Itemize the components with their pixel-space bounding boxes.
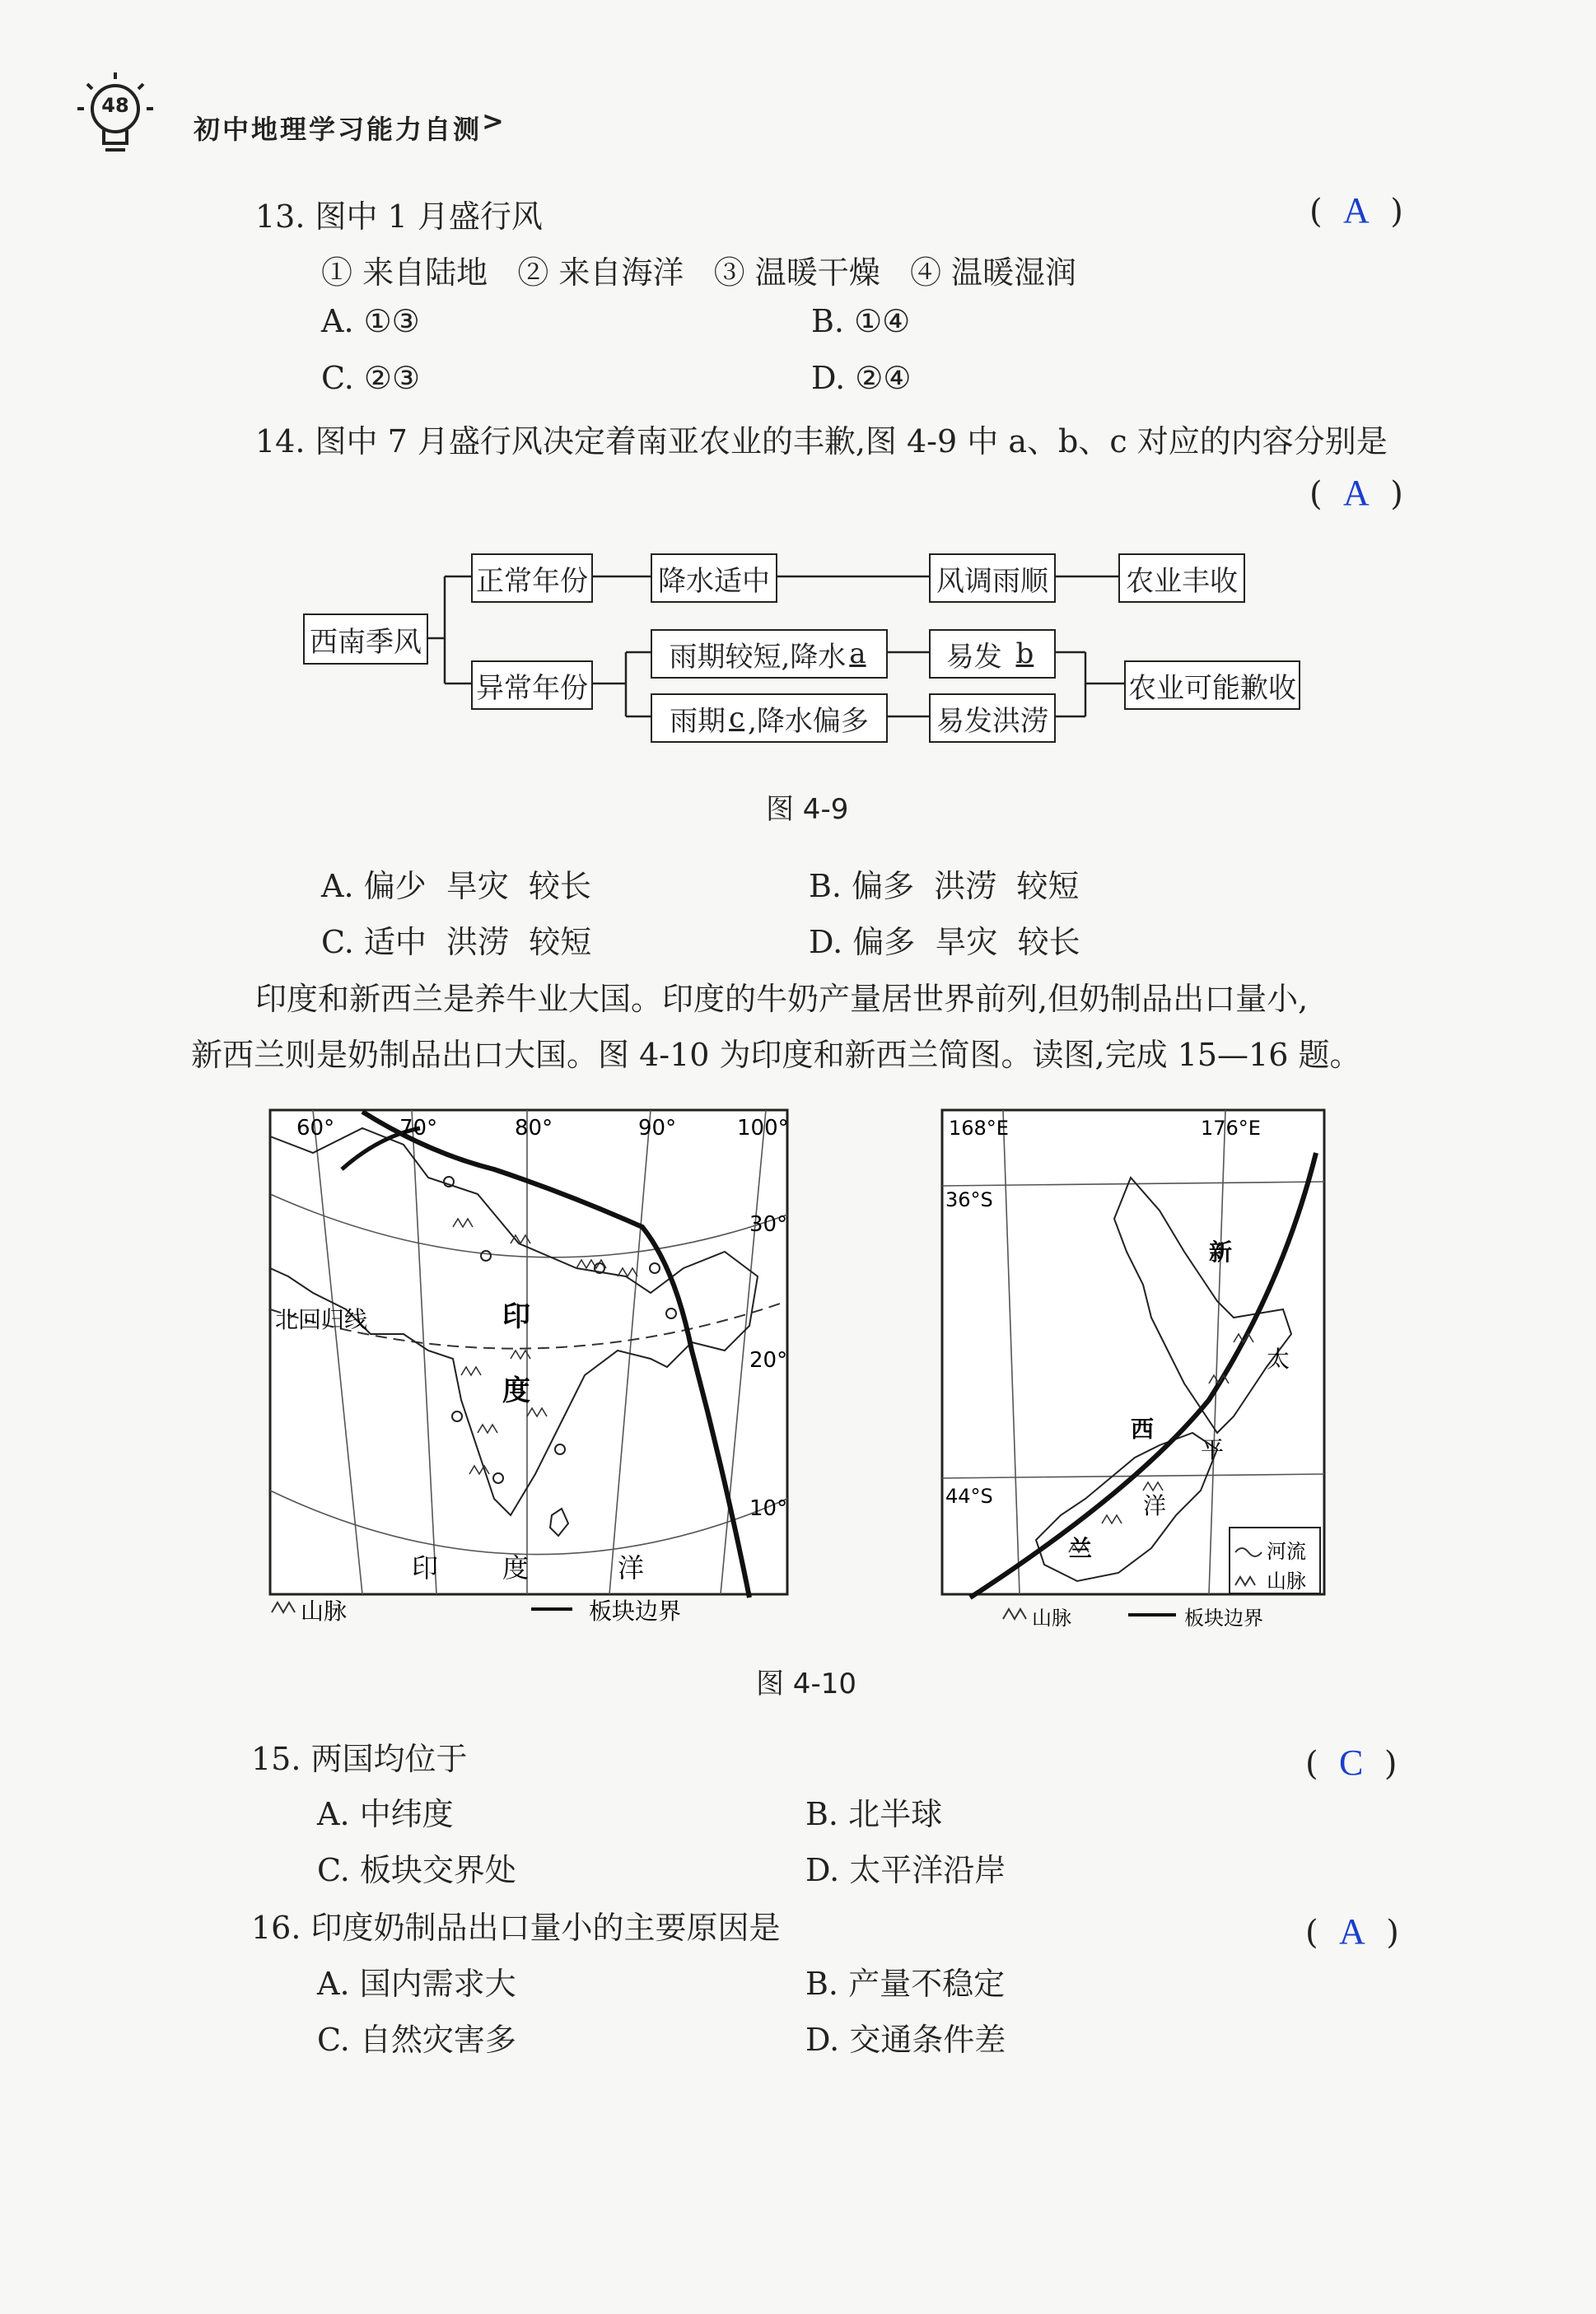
q13-items: ① 来自陆地 ② 来自海洋 ③ 温暖干燥 ④ 温暖湿润	[321, 254, 1077, 291]
q13-option-b: B. ①④	[811, 303, 911, 339]
pacific-ocean-char-3: 洋	[1143, 1492, 1167, 1519]
q16-option-b: B. 产量不稳定	[805, 1966, 1006, 2002]
q16-answer: ( A )	[1305, 1911, 1399, 1952]
nz-name-char-1: 新	[1209, 1239, 1233, 1266]
india-lat-30: 30°	[749, 1212, 788, 1237]
q14-stem: 14. 图中 7 月盛行风决定着南亚农业的丰歉,图 4-9 中 a、b、c 对应的内容分别是	[255, 423, 1388, 460]
q16-option-a: A. 国内需求大	[317, 1966, 516, 2002]
nz-name-char-3: 兰	[1069, 1535, 1093, 1562]
q13-option-c: C. ②③	[321, 360, 421, 396]
box-good-weather: 风调雨顺	[929, 553, 1056, 603]
q15-stem: 15. 两国均位于	[251, 1741, 468, 1777]
nz-lon-176: 176°E	[1201, 1117, 1261, 1140]
nz-name-char-2: 西	[1131, 1416, 1155, 1443]
q13-option-d: D. ②④	[811, 360, 912, 396]
q14-option-d: D. 偏多 旱灾 较长	[809, 924, 1080, 960]
q15-answer-letter: C	[1339, 1742, 1364, 1783]
q14-answer-letter: A	[1343, 473, 1370, 513]
box-southwest-monsoon: 西南季风	[303, 613, 428, 665]
blank-a: a	[849, 637, 866, 670]
india-lon-70: 70°	[399, 1116, 438, 1141]
q15-option-b: B. 北半球	[805, 1796, 943, 1832]
indian-ocean-char-3: 洋	[618, 1552, 645, 1584]
nz-legend-river: 河流	[1267, 1540, 1306, 1563]
new-zealand-map	[937, 1103, 1332, 1631]
indian-ocean-char-2: 度	[502, 1552, 530, 1584]
q13-stem: 13. 图中 1 月盛行风	[255, 198, 543, 235]
q15-option-d: D. 太平洋沿岸	[805, 1852, 1006, 1888]
q14-answer: ( A )	[1309, 473, 1403, 513]
tropic-label: 北回归线	[275, 1306, 368, 1333]
india-lat-10: 10°	[749, 1496, 788, 1521]
book-title: 初中地理学习能力自测	[194, 114, 483, 145]
q15-option-c: C. 板块交界处	[317, 1852, 516, 1888]
q16-stem: 16. 印度奶制品出口量小的主要原因是	[251, 1910, 781, 1946]
nz-lat-36: 36°S	[945, 1188, 993, 1211]
box-good-harvest: 农业丰收	[1118, 553, 1245, 603]
box-short-rain: 雨期较短,降水 a	[651, 629, 888, 679]
box-normal-year: 正常年份	[471, 553, 593, 603]
figure-4-9-caption: 图 4-9	[766, 793, 849, 826]
pacific-ocean-char-1: 太	[1267, 1346, 1290, 1373]
page-number: 48	[101, 94, 129, 117]
india-legend-mountain: 山脉	[301, 1598, 348, 1622]
nz-legend-mountain-bottom: 山脉	[1032, 1607, 1071, 1630]
nz-legend-boundary: 板块边界	[1184, 1607, 1263, 1630]
blank-c: c	[729, 702, 745, 735]
box-flood: 易发洪涝	[929, 693, 1056, 743]
figure-4-10-caption: 图 4-10	[756, 1668, 856, 1701]
blank-b: b	[1015, 637, 1034, 670]
q16-option-d: D. 交通条件差	[805, 2022, 1006, 2058]
india-name-char-2: 度	[502, 1374, 530, 1407]
q13-option-a: A. ①③	[321, 303, 420, 339]
nz-lon-168: 168°E	[949, 1117, 1009, 1140]
india-lat-20: 20°	[749, 1348, 788, 1373]
india-legend-boundary: 板块边界	[589, 1598, 682, 1622]
q14-option-c: C. 适中 洪涝 较短	[321, 924, 592, 960]
box-bad-harvest: 农业可能歉收	[1124, 660, 1300, 710]
india-name-char-1: 印	[502, 1300, 530, 1333]
nz-legend-mountain: 山脉	[1267, 1570, 1306, 1593]
india-lon-80: 80°	[515, 1116, 553, 1141]
indian-ocean-char-1: 印	[412, 1552, 439, 1584]
q16-option-c: C. 自然灾害多	[317, 2022, 516, 2058]
mountain-legend-icon	[272, 1603, 295, 1612]
q14-option-a: A. 偏少 旱灾 较长	[321, 868, 591, 904]
q16-answer-letter: A	[1339, 1911, 1365, 1952]
nz-lat-44: 44°S	[945, 1485, 993, 1508]
box-abnormal-year: 异常年份	[471, 660, 593, 710]
mountain-legend-icon	[1003, 1609, 1026, 1619]
india-lon-90: 90°	[638, 1116, 677, 1141]
box-normal-rain: 降水适中	[651, 553, 777, 603]
india-lon-60: 60°	[296, 1116, 335, 1141]
q13-answer-letter: A	[1343, 190, 1370, 231]
india-lon-100: 100°	[737, 1116, 789, 1141]
india-map	[264, 1103, 807, 1622]
box-long-rain: 雨期 c ,降水偏多	[651, 693, 888, 743]
q15-option-a: A. 中纬度	[317, 1796, 454, 1832]
chevron-right-icon: >	[482, 105, 504, 137]
q15-answer: ( C )	[1305, 1742, 1398, 1783]
q14-option-b: B. 偏多 洪涝 较短	[809, 868, 1080, 904]
box-easy-disaster: 易发 b	[929, 629, 1056, 679]
page-header	[66, 58, 560, 165]
intro-line-2: 新西兰则是奶制品出口大国。图 4-10 为印度和新西兰简图。读图,完成 15—16 题。	[191, 1037, 1361, 1073]
intro-line-1: 印度和新西兰是养牛业大国。印度的牛奶产量居世界前列,但奶制品出口量小,	[255, 981, 1309, 1017]
q13-answer: ( A )	[1309, 190, 1403, 231]
pacific-ocean-char-2: 平	[1201, 1436, 1225, 1463]
